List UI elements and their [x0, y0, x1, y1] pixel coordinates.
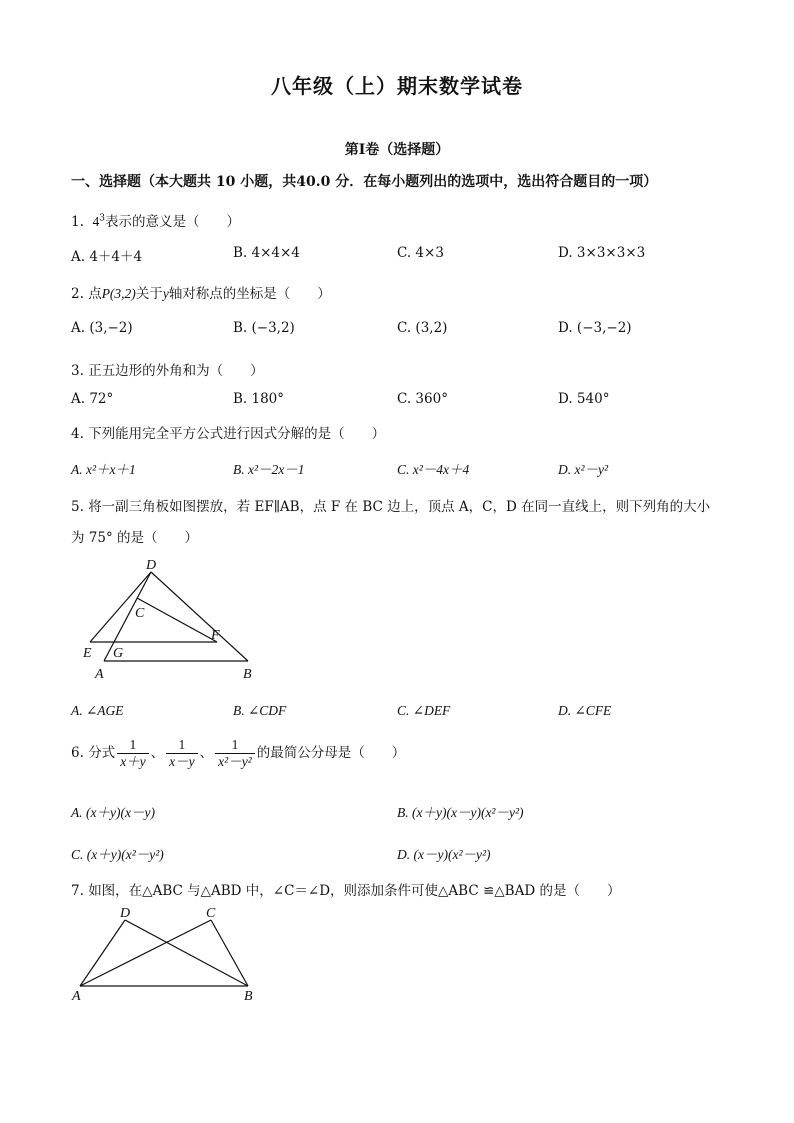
q3-option-a[interactable]: A. 72°: [71, 391, 114, 407]
line-CA: [80, 920, 211, 986]
question-text: 轴对称点的坐标是（ ）: [168, 286, 331, 302]
question-text: 下列能用完全平方公式进行因式分解的是（ ）: [88, 426, 386, 442]
section-heading: 一、选择题（本大题共 10 小题，共40.0 分．在每小题列出的选项中，选出符合题目的一项）: [71, 174, 658, 190]
q4-option-d[interactable]: D. x²－y²: [558, 462, 609, 477]
q3-option-b[interactable]: B. 180°: [233, 391, 285, 407]
fraction-numerator: 1: [215, 737, 255, 754]
question-3: [71, 359, 264, 379]
question-7: [71, 879, 620, 899]
q1-option-c[interactable]: C. 4×3: [397, 245, 444, 261]
vertex-label-C: C: [206, 906, 216, 921]
q6-option-d[interactable]: D. (x－y)(x²－y²): [397, 847, 491, 862]
question-number: 4.: [71, 426, 84, 442]
vertex-label-F: F: [211, 628, 220, 643]
q3-option-c[interactable]: C. 360°: [397, 391, 448, 407]
question-text: 关于: [135, 286, 163, 302]
question-1: [71, 210, 240, 230]
q4-option-b[interactable]: B. x²－2x－1: [233, 462, 305, 477]
vertex-label-D: D: [146, 560, 157, 573]
vertex-label-C: C: [135, 606, 145, 621]
triangle-figure-q5: [80, 560, 260, 685]
q4-option-c[interactable]: C. x²－4x＋4: [397, 462, 470, 477]
vertex-label-B: B: [244, 989, 253, 1004]
q2-option-c[interactable]: C. (3,2): [397, 320, 448, 336]
separator: 、: [150, 745, 165, 761]
q1-option-b[interactable]: B. 4×4×4: [233, 245, 300, 261]
fraction-1: [117, 737, 148, 770]
question-2: [71, 282, 331, 302]
q2-option-d[interactable]: D. (−3,−2): [558, 320, 632, 336]
q1-option-d[interactable]: D. 3×3×3×3: [558, 245, 646, 261]
question-text: 的最简公分母是（ ）: [256, 745, 406, 761]
point-label: P(3,2): [101, 286, 136, 301]
question-text: 点: [88, 286, 102, 302]
vertex-label-D: D: [120, 906, 131, 921]
page-title: 八年级（上）期末数学试卷: [271, 74, 523, 98]
question-5-continued: 为 75° 的是（ ）: [71, 530, 199, 546]
line-DA: [80, 920, 125, 986]
q6-option-c[interactable]: C. (x＋y)(x²－y²): [71, 847, 164, 862]
power-base: 4: [92, 214, 100, 229]
fraction-numerator: 1: [166, 737, 197, 754]
question-number: 5.: [71, 499, 84, 515]
question-text: 将一副三角板如图摆放，若 EF∥AB，点 F 在 BC 边上，顶点 A，C，D 在同一直线上，则下列角的大小: [88, 499, 711, 515]
q6-option-a[interactable]: A. (x＋y)(x－y): [71, 805, 155, 820]
power-exponent: 3: [99, 213, 105, 224]
q5-option-a[interactable]: A. ∠AGE: [71, 703, 124, 718]
triangle-figure-q7: [68, 903, 268, 1005]
line-DB: [151, 572, 248, 661]
question-text: 正五边形的外角和为（ ）: [88, 363, 264, 379]
q4-option-a[interactable]: A. x²＋x＋1: [71, 462, 136, 477]
q1-option-a[interactable]: A. 4＋4＋4: [71, 249, 143, 265]
q2-option-b[interactable]: B. (−3,2): [233, 320, 295, 336]
question-text: 表示的意义是（ ）: [104, 214, 240, 230]
line-CF: [137, 598, 217, 642]
question-text: 分式: [88, 745, 116, 761]
q6-option-b[interactable]: B. (x＋y)(x－y)(x²－y²): [397, 805, 524, 820]
question-text: 如图，在△ABC 与△ABD 中，∠C＝∠D，则添加条件可使△ABC ≌△BAD 的是（ ）: [88, 883, 621, 899]
fraction-denominator: x＋y: [120, 754, 146, 769]
axis-label: y: [162, 286, 169, 301]
fraction-denominator: x－y: [169, 754, 195, 769]
fraction-denominator: x²－y²: [218, 754, 252, 769]
question-number: 3.: [71, 363, 84, 379]
part-title: 第Ⅰ卷（选择题）: [344, 142, 450, 158]
question-5: [71, 495, 710, 515]
q3-option-d[interactable]: D. 540°: [558, 391, 610, 407]
q5-option-c[interactable]: C. ∠DEF: [397, 703, 451, 718]
question-number: 6.: [71, 745, 84, 761]
q2-option-a[interactable]: A. (3,−2): [71, 320, 133, 336]
vertex-label-A: A: [95, 667, 104, 682]
fraction-2: [166, 737, 197, 770]
vertex-label-B: B: [243, 667, 252, 682]
fraction-3: [215, 737, 255, 770]
fraction-numerator: 1: [117, 737, 148, 754]
question-number: 2.: [71, 286, 84, 302]
separator: 、: [199, 745, 214, 761]
vertex-label-G: G: [113, 646, 124, 661]
q5-option-b[interactable]: B. ∠CDF: [233, 703, 287, 718]
question-6: [71, 737, 405, 770]
question-number: 7.: [71, 883, 84, 899]
vertex-label-E: E: [83, 646, 92, 661]
question-number: 1.: [71, 214, 84, 230]
q5-option-d[interactable]: D. ∠CFE: [558, 703, 612, 718]
question-4: [71, 422, 385, 442]
vertex-label-A: A: [72, 989, 81, 1004]
